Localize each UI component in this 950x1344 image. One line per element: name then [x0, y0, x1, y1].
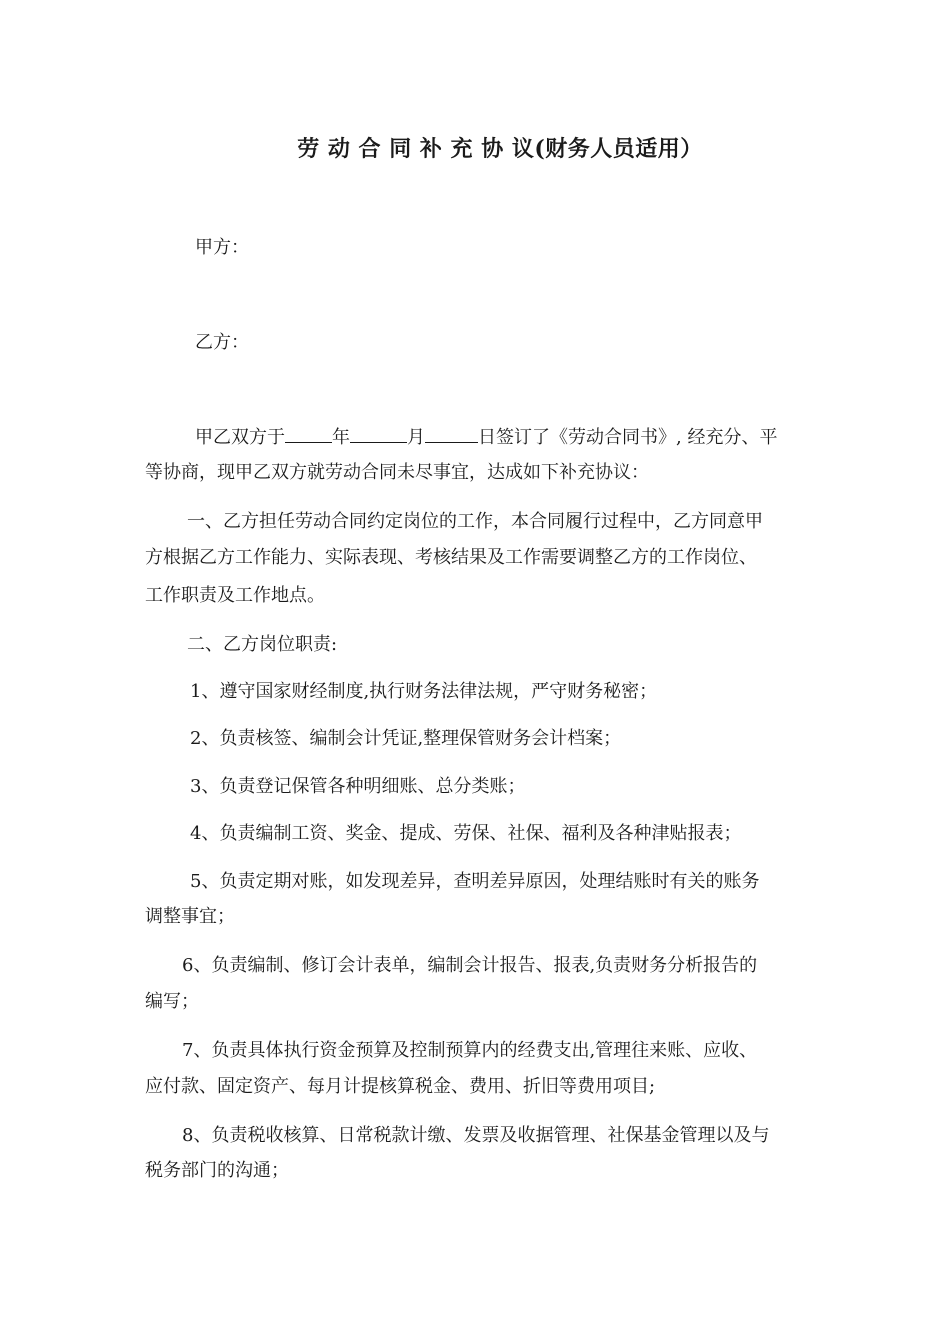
intro-text-1: 甲乙双方于: [195, 427, 285, 448]
year-blank[interactable]: [285, 420, 332, 443]
month-text: 月: [407, 427, 425, 448]
clause1-line-3: 工作职责及工作地点。: [145, 585, 325, 606]
duty-4: 4、负责编制工资、奖金、提成、劳保、社保、福利及各种津贴报表；: [190, 823, 742, 844]
clause1-line-2: 方根据乙方工作能力、实际表现、考核结果及工作需要调整乙方的工作岗位、: [145, 547, 757, 568]
duty-2: 2、负责核签、编制会计凭证,整理保管财务会计档案；: [190, 728, 622, 749]
duty-7-line-2: 应付款、固定资产、每月计提核算税金、费用、折旧等费用项目;: [145, 1076, 656, 1097]
intro-line-2: 等协商，现甲乙双方就劳动合同未尽事宜，达成如下补充协议：: [145, 462, 649, 483]
party-b-label: 乙方：: [195, 332, 249, 353]
clause2-heading: 二、乙方岗位职责:: [187, 634, 338, 655]
duty-6-line-1: 6、负责编制、修订会计表单，编制会计报告、报表,负责财务分析报告的: [182, 955, 758, 976]
duty-8-line-2: 税务部门的沟通；: [145, 1160, 289, 1181]
year-text: 年: [332, 427, 350, 448]
document-title: 劳 动 合 同 补 充 协 议(财务人员适用）: [297, 136, 703, 162]
party-a-label: 甲方：: [195, 237, 249, 258]
day-blank[interactable]: [425, 420, 478, 443]
clause1-line-1: 一、乙方担任劳动合同约定岗位的工作，本合同履行过程中，乙方同意甲: [187, 511, 763, 532]
duty-6-line-2: 编写；: [145, 991, 199, 1012]
month-blank[interactable]: [350, 420, 407, 443]
duty-8-line-1: 8、负责税收核算、日常税款计缴、发票及收据管理、社保基金管理以及与: [182, 1125, 770, 1146]
duty-5-line-1: 5、负责定期对账，如发现差异，查明差异原因，处理结账时有关的账务: [190, 871, 760, 892]
duty-7-line-1: 7、负责具体执行资金预算及控制预算内的经费支出,管理往来账、应收、: [182, 1040, 758, 1061]
intro-text-2: 日签订了《劳动合同书》, 经充分、平: [478, 427, 778, 448]
intro-line-1: [195, 420, 860, 456]
duty-5-line-2: 调整事宜；: [145, 906, 235, 927]
duty-1: 1、遵守国家财经制度,执行财务法律法规，严守财务秘密；: [190, 681, 658, 702]
duty-3: 3、负责登记保管各种明细账、总分类账；: [190, 776, 526, 797]
